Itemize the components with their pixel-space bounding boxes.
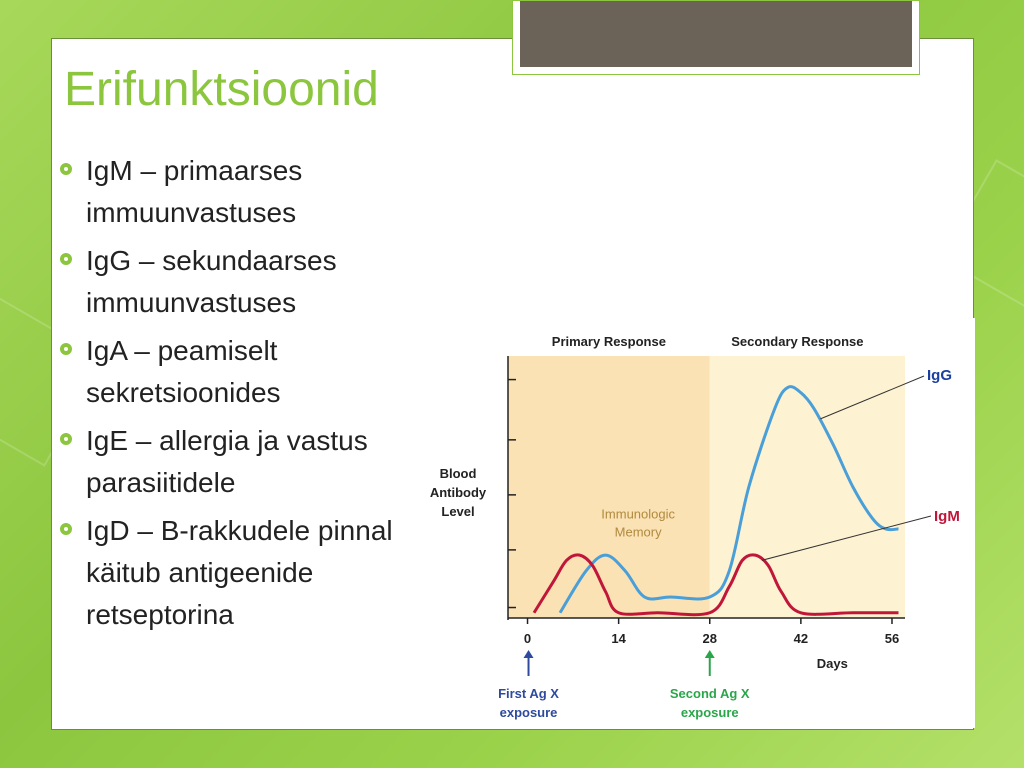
igg-series-label: IgG (927, 367, 952, 384)
x-tick-label: 14 (611, 631, 626, 646)
bullet-item (60, 240, 440, 324)
bullet-item (60, 510, 440, 636)
header-decoration-fill (520, 1, 912, 67)
ring-bullet-icon (60, 163, 72, 175)
igm-series-label: IgM (934, 508, 960, 525)
exposure-label: Second Ag X (669, 686, 750, 701)
bullet-text: IgG – sekundaarses immuunvastuses (86, 245, 337, 318)
region-label-primary: Primary Response (551, 334, 666, 349)
bullet-text: IgM – primaarses immuunvastuses (86, 155, 303, 228)
exposure-arrow-head (524, 650, 534, 658)
y-axis-label: Blood Antibody Level (429, 466, 487, 519)
bullet-text: IgD – B-rakkudele pinnal käitub antigeenide retseptorina (86, 515, 393, 630)
slide-title: Erifunktsioonid (64, 63, 379, 116)
x-axis-ticks (524, 618, 899, 646)
exposure-label: First Ag X (498, 686, 559, 701)
x-tick-label: 0 (523, 631, 532, 646)
secondary-response-band (710, 356, 905, 618)
x-axis-label: Days (816, 656, 848, 671)
header-decoration-panel (512, 0, 920, 75)
exposure-label: exposure (680, 705, 739, 720)
ring-bullet-icon (60, 433, 72, 445)
bullet-text: IgE – allergia ja vastus parasiitidele (86, 425, 368, 498)
primary-response-band (508, 356, 710, 618)
bullet-text: IgA – peamiselt sekretsioonides (86, 335, 281, 408)
x-tick-label: 56 (884, 631, 900, 646)
exposure-markers (498, 650, 750, 720)
ring-bullet-icon (60, 253, 72, 265)
region-label-secondary: Secondary Response (731, 334, 864, 349)
exposure-label: exposure (499, 705, 558, 720)
bullet-item (60, 330, 440, 414)
bullet-item (60, 150, 440, 234)
ring-bullet-icon (60, 523, 72, 535)
x-tick-label: 28 (702, 631, 717, 646)
ring-bullet-icon (60, 343, 72, 355)
exposure-arrow-head (705, 650, 715, 658)
antibody-response-chart (410, 318, 975, 728)
bullet-list (60, 150, 440, 642)
chart-svg (410, 318, 975, 728)
x-tick-label: 42 (793, 631, 809, 646)
immunologic-memory-annotation: Immunologic Memory (601, 506, 676, 540)
bullet-item (60, 420, 440, 504)
